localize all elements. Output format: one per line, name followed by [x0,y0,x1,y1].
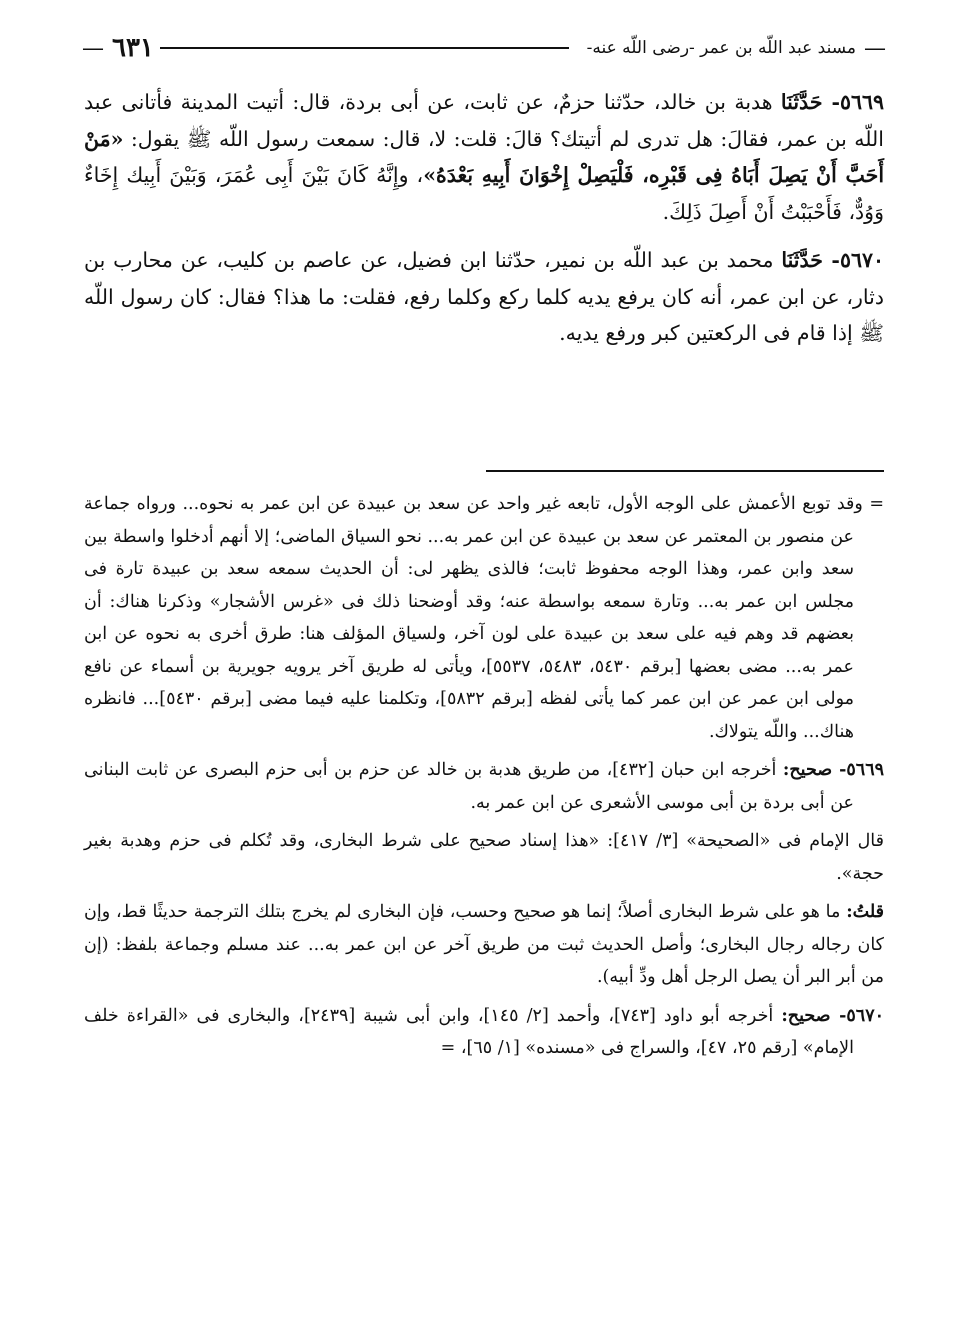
prophetic-quote: «مَنْ أَحَبَّ أَنْ يَصِلَ أَبَاهُ فِى قَبْرِه، فَلْيَصِلْ إِخْوَانَ أَبِيهِ بَعْدَهُ» [84,126,885,187]
footnote-imam-quote: قال الإمام فى «الصحيحة» [٣/ ٤١٧]: «هذا إسناد صحيح على شرط البخارى، وقد تُكلم فى حزم وهدبة بغير حجة». [84,831,885,884]
footnote-text: ما هو على شرط البخارى أصلاً؛ إنما هو صحيح وحسب، فإن البخارى لم يخرج بتلك الترجمة حديثًا قط، وإن كان رجاله رجال البخارى؛ وأصل الحديث ثبت من طريق آخر عن ابن عمر به... عند مسلم وجماعة بلفظ: (إن من أبر البر أن يصل الرجل أهل ودِّ أبيه). [84,902,884,987]
footnotes [84,488,884,1071]
footnote-text: أخرجه ابن حبان [٤٣٢]، من طريق هدبة بن خالد عن حزم بن أبى حزم البصرى عن ثابت البنانى عن أبى بردة بن أبى موسى الأشعرى عن ابن عمر به. [84,760,854,813]
hadith-text: محمد بن عبد اللّه بن نمير، حدّثنا ابن فضيل، عن عاصم بن كليب، عن محارب بن دثار، عن ابن عمر، أنه كان يرفع يديه كلما ركع وكلما رفع، فقلت: ما هذا؟ فقال: كان رسول اللّه ﷺ إذا قام فى الركعتين كبر ورفع يديه. [84,248,884,345]
footnote-5669 [84,754,884,819]
footnote-separator [486,470,884,472]
header-dash-right: — [864,35,886,61]
running-title: مسند عبد اللّه بن عمر -رضى اللّه عنه- [586,38,856,58]
footnote-continuation: = وقد توبع الأعمش على الوجه الأول، تابعه غير واحد عن سعد بن عبيدة عن ابن عمر به نحوه... ورواه جماعة عن منصور بن المعتمر عن سعد بن عبيدة عن ابن عمر به... نحو السياق الماضى؛ إلا أنهم أدخلوا واسطة بين سعد وابن عمر، وهذا الوجه محفوظ ثابت؛ فالذى يظهر لى: أن الحديث سمعه سعد بن عبيدة تارة فى مجلس ابن عمر به... وتارة سمعه بواسطة عنه؛ وقد أوضحنا ذلك فى «غرس الأشجار» وذكرنا هناك: أن بعضهم قد وهم فيه على سعد بن عبيدة على لون آخر، ولسياق المؤلف هنا: طرق أخرى به نحوه عن ابن عمر به... مضى بعضها [برقم ٥٤٣٠، ٥٤٨٣، ٥٥٣٧]، ويأتى له طريق آخر يرويه جويرية بن أسماء عن نافع مولى ابن عمر عن ابن عمر كما يأتى لفظه [برقم ٥٨٣٢]، وتكلمنا عليه فيما مضى [برقم ٥٤٣٠]... فانظره هناك... واللّه يتولاك. [84,494,884,742]
header-rule [160,47,569,49]
hadith-text-after: ، وإِنَّهُ كَانَ بَيْنَ أَبِى عُمَرَ، وَبَيْنَ أَبِيك إِخَاءٌ وَوُدٌّ، فَأَحْبَبْتُ أَنْ أَصِلَ ذَلِكَ. [84,163,884,224]
footnote-5670 [84,1000,884,1065]
footnote-lead: قلتُ: [846,902,884,922]
page-header [82,28,886,68]
header-dash-left: — [82,35,104,61]
footnote-text: أخرجه أبو داود [٧٤٣]، وأحمد [٢/ ١٤٥]، وابن أبى شيبة [٢٤٣٩]، والبخارى فى «القراءة خلف الإمام» [رقم ٢٥، ٤٧]، والسراج فى «مسنده» [١/ ٦٥]، = [84,1005,854,1058]
hadith-lead: ٥٦٦٩- حَدَّثَنَا [780,90,884,114]
footnote-lead: ٥٦٧٠- صحيح: [781,1005,884,1026]
hadith-5670 [84,242,884,352]
hadith-5669 [84,84,884,230]
footnote-lead: ٥٦٦٩- صحيح: [782,760,884,780]
footnote-qultu [84,896,884,994]
main-text [84,84,884,364]
page-number: ٦٣١ [112,33,154,63]
hadith-lead: ٥٦٧٠- حَدَّثَنَا [781,248,884,272]
hadith-text-before: هدبة بن خالد، حدّثنا حزمٌ، عن ثابت، عن أبى بردة، قال: أتيت المدينة فأتانى عبد اللّه بن عمر، فقالَ: هل تدرى لم أتيتك؟ قالَ: قلت: لا، قال: سمعت رسول اللّه ﷺ يقول: [84,90,884,151]
